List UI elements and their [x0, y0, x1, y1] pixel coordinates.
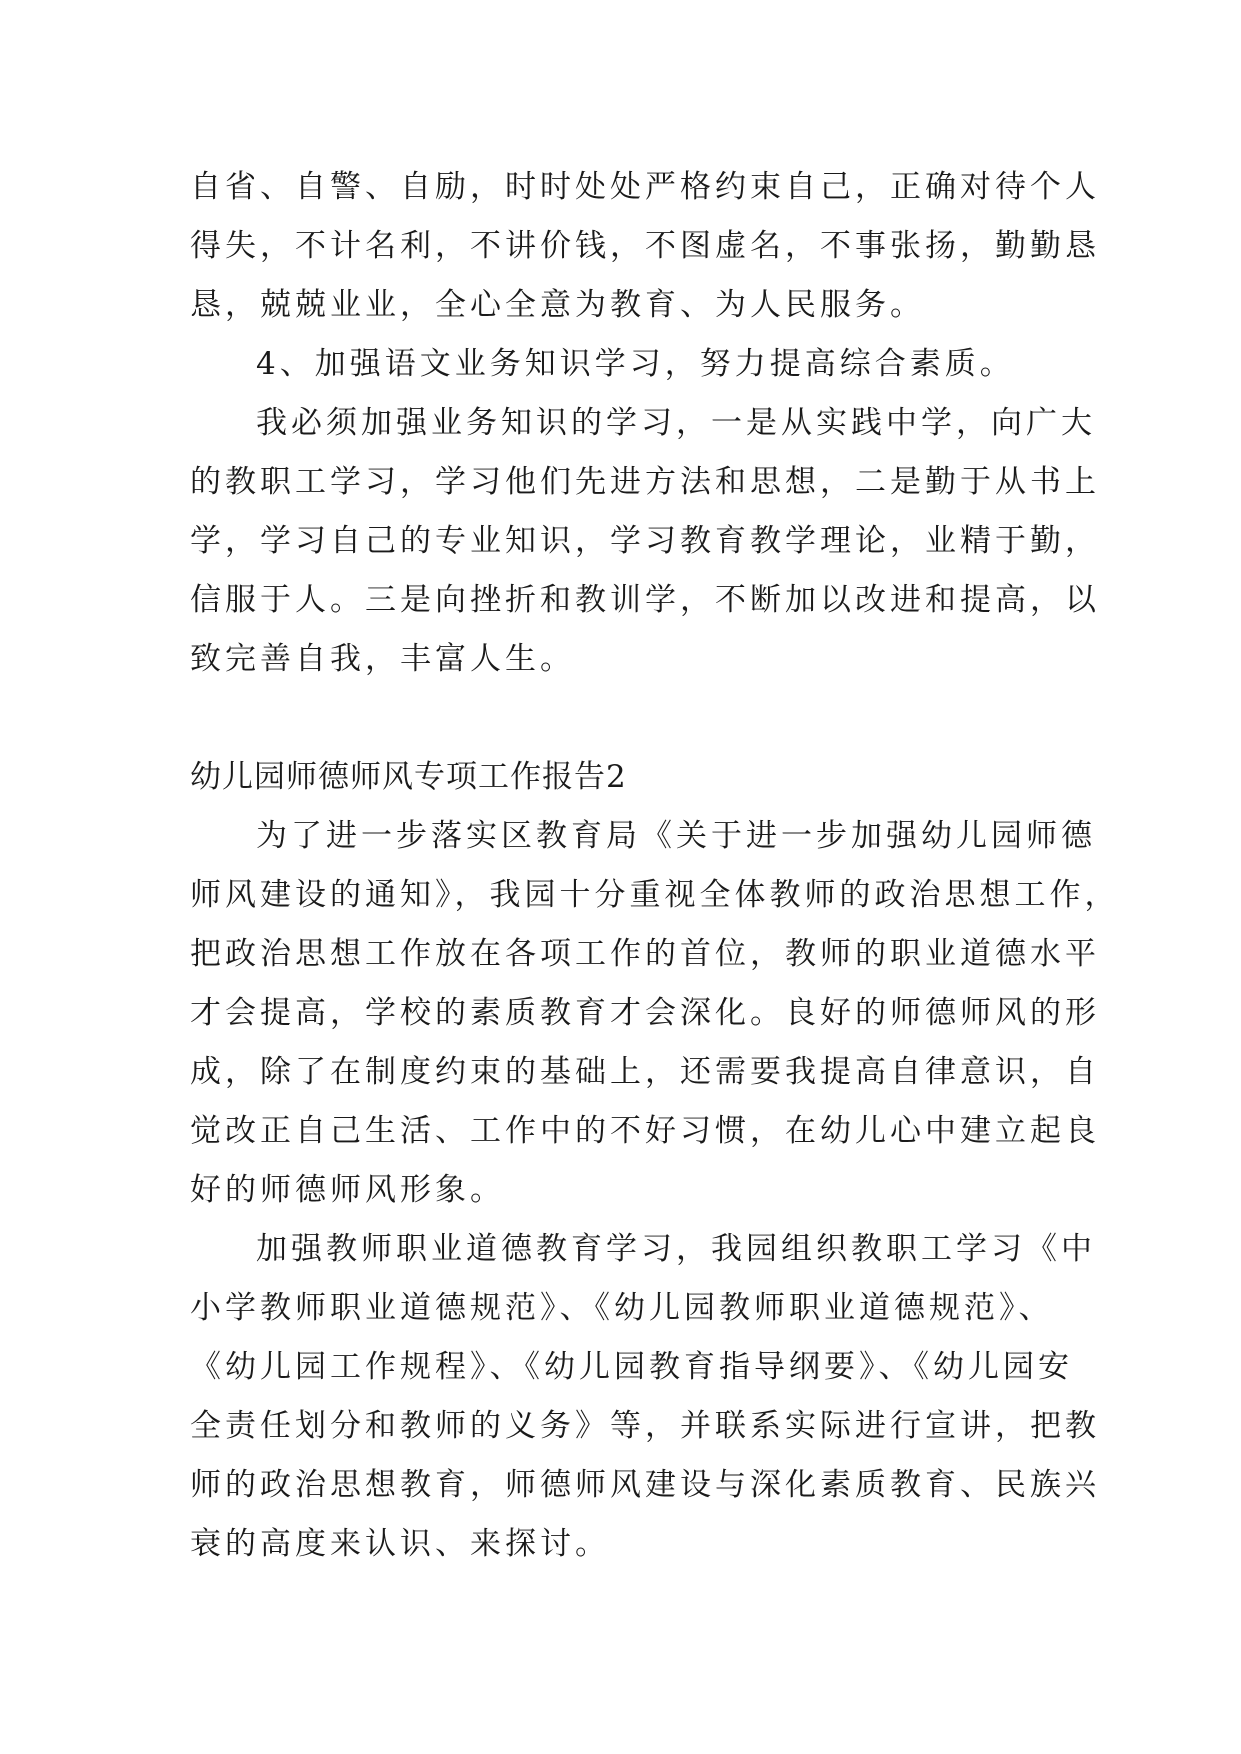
paragraph-2: [190, 394, 1100, 689]
text-line: 把政治思想工作放在各项工作的首位，教师的职业道德水平: [190, 936, 1100, 972]
text-line: 得失，不计名利，不讲价钱，不图虚名，不事张扬，勤勤恳: [190, 228, 1100, 264]
text-line: 才会提高，学校的素质教育才会深化。良好的师德师风的形: [190, 995, 1100, 1031]
text-line: 我必须加强业务知识的学习，一是从实践中学，向广大: [256, 405, 1096, 441]
section-title: 幼儿园师德师风专项工作报告2: [190, 759, 627, 795]
paragraph-1: [190, 158, 1100, 335]
text-line: 成，除了在制度约束的基础上，还需要我提高自律意识，自: [190, 1054, 1100, 1090]
text-line: 学，学习自己的专业知识，学习教育教学理论，业精于勤，: [190, 523, 1100, 559]
section-spacer: [190, 689, 1070, 748]
text-line: 小学教师职业道德规范》、《幼儿园教师职业道德规范》、: [190, 1290, 1054, 1326]
text-line: 好的师德师风形象。: [190, 1172, 505, 1208]
text-line: 致完善自我，丰富人生。: [190, 641, 575, 677]
text-line: 信服于人。三是向挫折和教训学，不断加以改进和提高，以: [190, 582, 1100, 618]
text-line: 加强教师职业道德教育学习，我园组织教职工学习《中: [256, 1231, 1096, 1267]
text-line: 师风建设的通知》，我园十分重视全体教师的政治思想工作，: [190, 877, 1120, 913]
document-body: [190, 158, 1120, 1574]
text-line: 为了进一步落实区教育局《关于进一步加强幼儿园师德: [256, 818, 1096, 854]
paragraph-4: [190, 1220, 1100, 1574]
text-line: 觉改正自己生活、工作中的不好习惯，在幼儿心中建立起良: [190, 1113, 1100, 1149]
text-line: 《幼儿园工作规程》、《幼儿园教育指导纲要》、《幼儿园安: [190, 1349, 1073, 1385]
text-line: 自省、自警、自励，时时处处严格约束自己，正确对待个人: [190, 169, 1100, 205]
item-4-heading: 4、加强语文业务知识学习，努力提高综合素质。: [256, 346, 1015, 382]
text-line: 的教职工学习，学习他们先进方法和思想，二是勤于从书上: [190, 464, 1100, 500]
text-line: 全责任划分和教师的义务》等，并联系实际进行宣讲，把教: [190, 1408, 1100, 1444]
paragraph-3: [190, 807, 1120, 1220]
text-line: 衰的高度来认识、来探讨。: [190, 1526, 610, 1562]
text-line: 师的政治思想教育，师德师风建设与深化素质教育、民族兴: [190, 1467, 1100, 1503]
text-line: 恳，兢兢业业，全心全意为教育、为人民服务。: [190, 287, 925, 323]
